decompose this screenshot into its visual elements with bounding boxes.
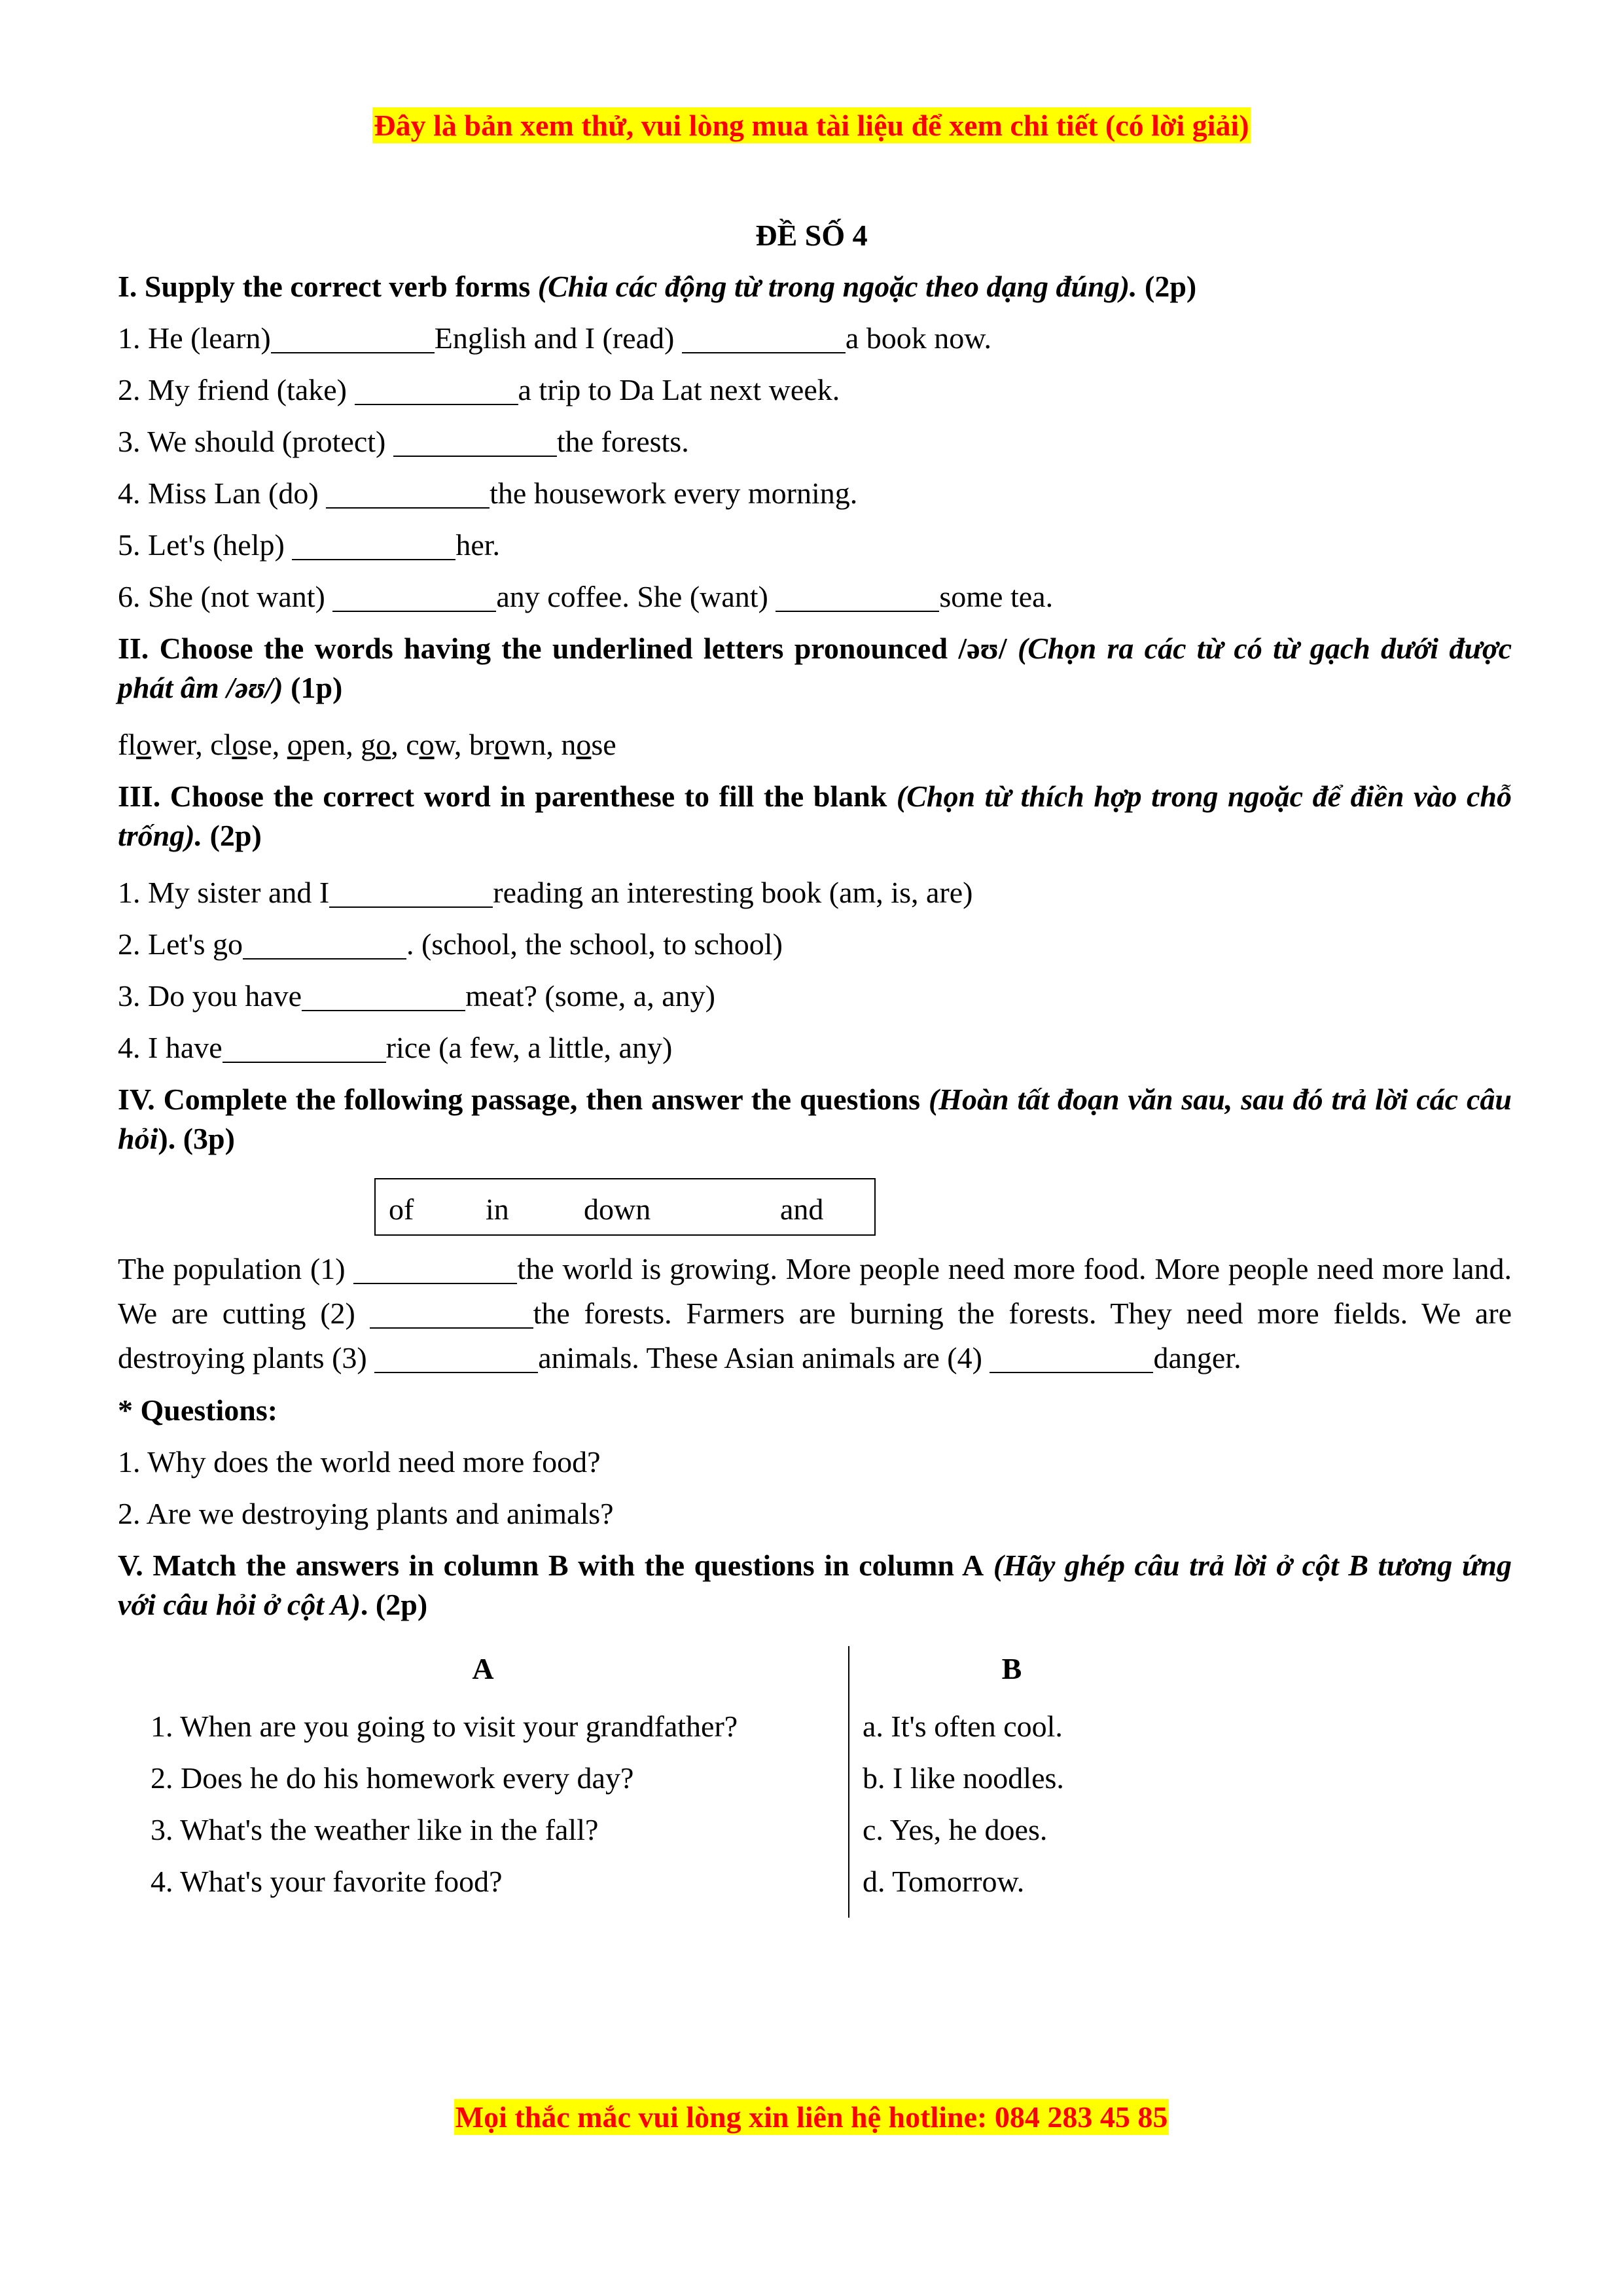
s1-item-4-text-a: 4. Miss Lan (do) (118, 476, 319, 510)
column-b-header: B (1001, 1652, 1022, 1685)
section-4-heading (118, 1080, 1512, 1158)
s3-item-4 (118, 1028, 1512, 1067)
s1-item-6 (118, 577, 1512, 617)
section-5-heading (118, 1546, 1512, 1624)
word-box-item: down (584, 1193, 651, 1226)
passage-part: danger. (1153, 1341, 1241, 1374)
s2-word: close (210, 728, 272, 761)
passage (118, 1247, 1512, 1380)
s3-item-2 (118, 925, 1512, 964)
s2-word: open (287, 728, 346, 761)
passage-part: the world is growing. More people need more food. More people need more land. We are cutting (2) (118, 1252, 1512, 1330)
match-b-1: a. It's often cool. (863, 1710, 1063, 1743)
passage-blank-1[interactable] (353, 1253, 517, 1284)
section-3-heading (118, 777, 1512, 855)
s1-item-6-text-b: any coffee. She (want) (496, 580, 768, 613)
section-5-points: . (2p) (360, 1587, 428, 1621)
section-3-points: (2p) (209, 818, 262, 852)
answer-blank[interactable] (682, 322, 846, 353)
s3-item-1 (118, 873, 1512, 912)
preview-banner (0, 106, 1623, 145)
match-a-1: 1. When are you going to visit your grandfather? (151, 1710, 738, 1743)
s2-word: go (361, 728, 391, 761)
section-1-heading (118, 267, 1512, 306)
answer-blank[interactable] (326, 477, 490, 509)
section-2-heading-bold: II. Choose the words having the underlined letters pronounced /əʊ/ (118, 632, 1007, 665)
passage-part: The population (1) (118, 1252, 346, 1285)
s2-word: flower (118, 728, 196, 761)
s3-item-4-text-a: 4. I have (118, 1031, 223, 1064)
s1-item-2-text-b: a trip to Da Lat next week. (518, 373, 840, 406)
question-2: 2. Are we destroying plants and animals? (118, 1497, 614, 1530)
s3-item-3-text-b: meat? (some, a, any) (465, 979, 715, 1013)
s1-item-1-text-a: 1. He (learn) (118, 321, 271, 355)
word-box-item: in (486, 1193, 509, 1226)
section-4-points: ). (3p) (158, 1121, 235, 1155)
section-1-points: (2p) (1145, 270, 1197, 303)
section-3-heading-italic: (Chọn từ thích hợp trong ngoặc để điền vào chỗ trống). (118, 780, 1512, 852)
page-title: ĐỀ SỐ 4 (755, 219, 868, 252)
preview-banner-text: Đây là bản xem thử, vui lòng mua tài liệu để xem chi tiết (có lời giải) (374, 109, 1249, 142)
section-2-heading (118, 629, 1512, 708)
match-b-3: c. Yes, he does. (863, 1813, 1048, 1846)
s1-item-2-text-a: 2. My friend (take) (118, 373, 347, 406)
match-a-3: 3. What's the weather like in the fall? (151, 1813, 599, 1846)
hotline-banner (0, 2098, 1623, 2137)
s1-item-4 (118, 474, 1512, 513)
answer-blank[interactable] (223, 1031, 386, 1063)
passage-part: animals. These Asian animals are (4) (538, 1341, 982, 1374)
s3-item-2-text-b: . (school, the school, to school) (406, 927, 783, 961)
answer-blank[interactable] (355, 374, 518, 405)
answer-blank[interactable] (776, 581, 939, 612)
section-5-heading-bold: V. Match the answers in column B with the questions in column A (118, 1549, 984, 1582)
column-divider (848, 1646, 849, 1918)
s3-item-3-text-a: 3. Do you have (118, 979, 302, 1013)
s2-word: brown (469, 728, 546, 761)
s1-item-1-text-b: English and I (read) (434, 321, 675, 355)
column-a-header: A (472, 1652, 494, 1685)
section-3-heading-bold: III. Choose the correct word in parenthese to fill the blank (118, 780, 887, 813)
s1-item-3-text-b: the forests. (556, 425, 689, 458)
match-a-2: 2. Does he do his homework every day? (151, 1761, 634, 1795)
question-1: 1. Why does the world need more food? (118, 1445, 601, 1479)
section-1-heading-italic: (Chia các động từ trong ngoặc theo dạng đúng). (537, 270, 1137, 303)
s1-item-5-text-b: her. (455, 528, 501, 562)
answer-blank[interactable] (271, 322, 435, 353)
answer-blank[interactable] (393, 425, 557, 457)
s1-item-1-text-c: a book now. (845, 321, 991, 355)
section-2-points: (1p) (291, 670, 343, 704)
s1-item-3 (118, 422, 1512, 461)
s1-item-6-text-a: 6. She (not want) (118, 580, 325, 613)
s3-item-3 (118, 977, 1512, 1016)
section-1-heading-bold: I. Supply the correct verb forms (118, 270, 531, 303)
s2-word: cow (406, 728, 454, 761)
s3-item-1-text-a: 1. My sister and I (118, 876, 330, 909)
passage-blank-3[interactable] (374, 1342, 538, 1373)
answer-blank[interactable] (332, 581, 496, 612)
s1-item-2 (118, 370, 1512, 410)
section-2-heading-italic: (Chọn ra các từ có từ gạch dưới được phát âm /əʊ/) (118, 632, 1512, 704)
s1-item-4-text-b: the housework every morning. (490, 476, 858, 510)
word-box (374, 1178, 876, 1236)
answer-blank[interactable] (292, 529, 455, 560)
answer-blank[interactable] (302, 980, 465, 1011)
questions-label: * Questions: (118, 1393, 278, 1427)
match-b-4: d. Tomorrow. (863, 1865, 1025, 1898)
s2-word-list: flower, close, open, go, cow, brown, nose (118, 728, 616, 761)
section-5-heading-italic: (Hãy ghép câu trả lời ở cột B tương ứng với câu hỏi ở cột A) (118, 1549, 1512, 1621)
passage-blank-4[interactable] (990, 1342, 1153, 1373)
s1-item-5-text-a: 5. Let's (help) (118, 528, 285, 562)
s1-item-1 (118, 319, 1512, 358)
s1-item-6-text-c: some tea. (939, 580, 1054, 613)
word-box-item: and (780, 1193, 824, 1226)
s3-item-2-text-a: 2. Let's go (118, 927, 243, 961)
section-4-heading-bold: IV. Complete the following passage, then answer the questions (118, 1083, 921, 1116)
answer-blank[interactable] (329, 876, 493, 908)
passage-blank-2[interactable] (370, 1297, 533, 1329)
s2-word: nose (561, 728, 616, 761)
match-a-4: 4. What's your favorite food? (151, 1865, 503, 1898)
section-4-heading-italic: (Hoàn tất đoạn văn sau, sau đó trả lời các câu hỏi (118, 1083, 1512, 1155)
word-box-item: of (389, 1193, 414, 1226)
match-b-2: b. I like noodles. (863, 1761, 1064, 1795)
s3-item-4-text-b: rice (a few, a little, any) (385, 1031, 673, 1064)
s1-item-3-text-a: 3. We should (protect) (118, 425, 386, 458)
s3-item-1-text-b: reading an interesting book (am, is, are) (493, 876, 973, 909)
hotline-banner-text: Mọi thắc mắc vui lòng xin liên hệ hotline: 084 283 45 85 (455, 2100, 1168, 2134)
passage-part: the forests. Farmers are burning the forests. They need more fields. We are destroying plants (3) (118, 1297, 1512, 1374)
s1-item-5 (118, 526, 1512, 565)
answer-blank[interactable] (243, 928, 406, 960)
